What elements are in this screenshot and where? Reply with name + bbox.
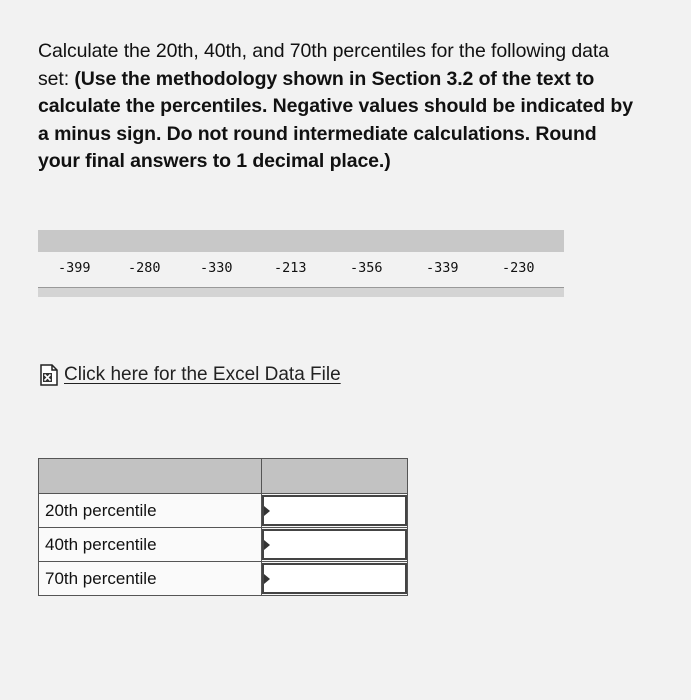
header-cell-right xyxy=(262,459,408,494)
question-instructions: (Use the methodology shown in Section 3.2 of the text to calculate the percentiles. Negative values should be indicated by a minus sign. Do not round intermediate calculations. Round your final answers to 1 decimal place.) xyxy=(38,67,633,172)
answer-cell xyxy=(262,528,408,562)
data-value: -280 xyxy=(128,260,161,276)
percentile-40-input[interactable] xyxy=(262,529,407,560)
data-table-footer xyxy=(38,287,564,297)
row-label: 20th percentile xyxy=(39,494,262,528)
table-row xyxy=(39,562,408,596)
row-label: 70th percentile xyxy=(39,562,262,596)
answer-cell xyxy=(262,494,408,528)
data-set-row xyxy=(38,252,564,284)
answer-cell xyxy=(262,562,408,596)
excel-data-file-link[interactable] xyxy=(38,364,341,386)
excel-file-icon xyxy=(38,364,60,386)
question-text xyxy=(38,38,638,176)
row-label: 40th percentile xyxy=(39,528,262,562)
data-value: -330 xyxy=(200,260,233,276)
table-row xyxy=(39,494,408,528)
input-marker-icon xyxy=(264,574,270,584)
answer-table-header xyxy=(39,459,408,494)
table-row xyxy=(39,528,408,562)
percentile-answer-table xyxy=(38,458,408,596)
excel-link-label[interactable]: Click here for the Excel Data File xyxy=(64,364,341,385)
input-marker-icon xyxy=(264,540,270,550)
data-table-header xyxy=(38,230,564,252)
input-marker-icon xyxy=(264,506,270,516)
data-value: -356 xyxy=(350,260,383,276)
data-value: -339 xyxy=(426,260,459,276)
data-value: -399 xyxy=(58,260,91,276)
percentile-70-input[interactable] xyxy=(262,563,407,594)
percentile-20-input[interactable] xyxy=(262,495,407,526)
data-value: -230 xyxy=(502,260,535,276)
question-intro: Calculate the 20th, 40th, and 70th percentiles for the following data set: xyxy=(38,40,609,90)
data-value: -213 xyxy=(274,260,307,276)
header-cell-left xyxy=(39,459,262,494)
